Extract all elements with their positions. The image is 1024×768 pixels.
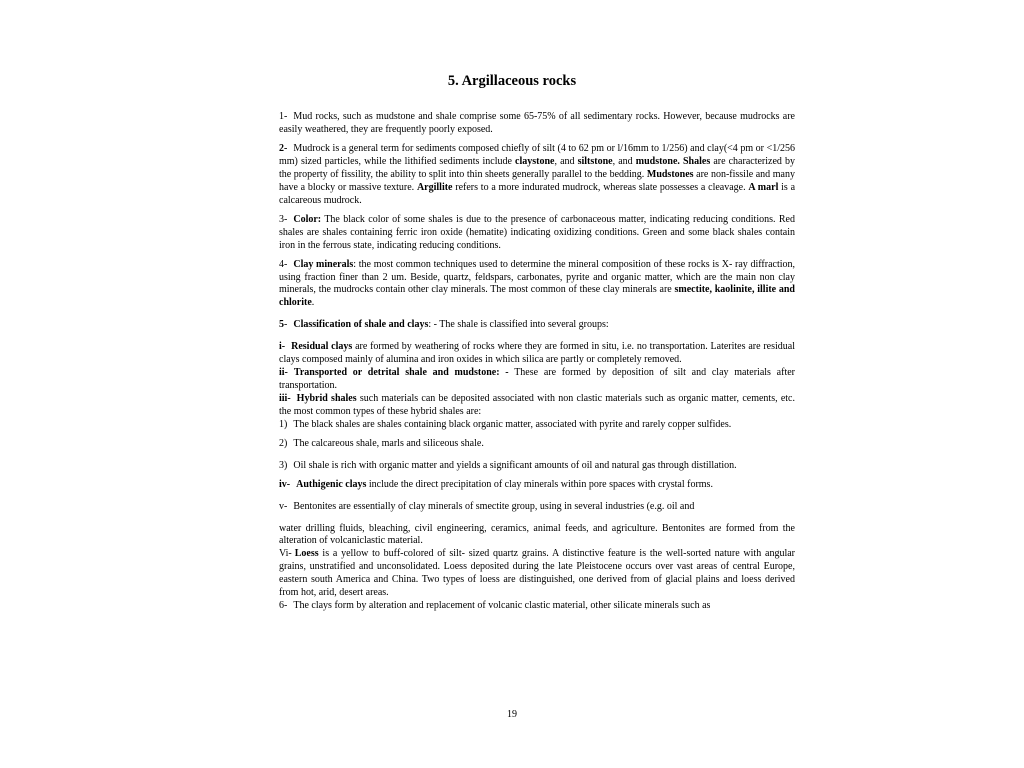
item-iv-heading: Authigenic clays [296,478,367,490]
item-v-continued [279,523,795,549]
paragraph-2-text-2: , and [554,155,578,167]
list-item-3-text: Oil shale is rich with organic matter and yields a significant amounts of oil and natural gas through distillation. [293,459,737,471]
item-i [279,341,795,367]
list-item-1-number: 1) [279,418,288,430]
item-iv-number: iv- [279,478,291,490]
paragraph-5-heading: Classification of shale and clays [293,319,429,331]
paragraph-2-text-3: , and [612,155,636,167]
term-mudstone-shales: mudstone. Shales [635,155,711,167]
item-v-continued-text: water drilling fluids, bleaching, civil engineering, ceramics, animal feeds, and agriculture. Bentonites are formed from the alteration of volcaniclastic material. [279,522,795,547]
paragraph-2-text-5: are non-fissile and many have a blocky or massive texture. [279,168,795,193]
list-item-3-number: 3) [279,459,288,471]
paragraph-3 [279,214,795,253]
item-iii-text: such materials can be deposited associated with non clastic materials such as organic matter, cements, etc. the most common types of these hybrid shales are: [279,392,795,417]
paragraph-6-number: 6- [279,599,288,611]
paragraph-4-end: . [311,297,315,309]
list-item-2-text: The calcareous shale, marls and siliceous shale. [293,437,484,449]
paragraph-5-number: 5 [279,319,284,331]
document-body [279,111,795,613]
paragraph-2-text-6: refers to a more indurated mudrock, whereas slate possesses a cleavage. [452,181,749,193]
item-vi-number: Vi- [279,548,292,560]
paragraph-3-number: 3- [279,213,288,225]
paragraph-5 [279,319,795,332]
paragraph-2 [279,143,795,208]
term-argillite: Argillite [416,181,453,193]
paragraph-6 [279,600,795,613]
item-i-text: are formed by weathering of rocks where they are formed in situ, i.e. no transportation. Laterites are residual clays composed mainly of alumina and iron oxides in which silica are partly or completely removed. [279,341,795,366]
page-number: 19 [507,709,517,720]
paragraph-5-text: : - The shale is classified into several groups: [428,319,609,331]
item-vi [279,548,795,600]
item-vi-heading: Loess [294,548,319,560]
term-siltstone: siltstone [577,155,613,167]
paragraph-3-text: The black color of some shales is due to the presence of carbonaceous matter, indicating reducing conditions. Red shales are shales containing ferric iron oxide (hematite) indicating oxidizing conditions. Green and some black shales contain iron in the ferrous state, indicating reducing conditions. [279,213,795,251]
list-item-1 [279,419,795,432]
paragraph-1 [279,111,795,137]
item-iii-heading: Hybrid shales [296,392,357,404]
paragraph-1-number: 1- [279,111,288,122]
list-item-1-text: The black shales are shales containing black organic matter, associated with pyrite and rarely copper sulfides. [293,418,732,430]
term-marl: A marl [748,181,779,193]
paragraph-4-number: 4- [279,258,288,270]
item-v-number: v- [279,500,288,512]
item-iii-number: iii- [279,392,291,404]
list-item-2 [279,438,795,451]
paragraph-4-bold-minerals: smectite, kaolinite, illite and chlorite [279,284,795,309]
item-ii-heading: Transported or detrital shale and mudstone: - [293,366,509,378]
paragraph-6-text: The clays form by alteration and replacement of volcanic clastic material, other silicate minerals such as [293,599,711,611]
item-iv-text: include the direct precipitation of clay minerals within pore spaces with crystal forms. [366,478,713,490]
paragraph-4-text: : the most common techniques used to determine the mineral composition of these rocks is X- ray diffraction, using fraction finer than 2 um. Beside, quartz, feldspars, carbonates, pyrite and organic matter, which are the main non clay minerals, the mudrocks contain other clay minerals. The most common of these clay minerals are [279,258,795,296]
paragraph-3-heading: Color: [293,213,322,225]
paragraph-4 [279,259,795,311]
item-v-text: Bentonites are essentially of clay minerals of smectite group, using in several industries (e.g. oil and [293,500,695,512]
paragraph-2-text-7: is a calcareous mudrock. [279,181,796,206]
term-mudstones: Mudstones [646,168,694,180]
paragraph-4-heading: Clay minerals [293,258,354,270]
item-vi-text: is a yellow to buff-colored of silt- sized quartz grains. A distinctive feature is the well-sorted nature with angular grains, unstratified and unconsolidated. Loess deposited during the late Pleistocene occurs over vast areas of central Europe, eastern south America and China. Two types of loess are distinguished, one derived from of glacial plains and loess derived from hot, arid, desert areas. [279,548,795,599]
paragraph-2-text-1: Mudrock is a general term for sediments composed chiefly of silt (4 to 62 pm or l/16mm to 1/256) and clay(<4 pm or <1/256 mm) sized particles, while the lithified sediments include [279,143,795,167]
paragraph-2-number: 2- [279,143,288,154]
item-iv [279,479,795,492]
list-item-3 [279,460,795,473]
page-title: 5. Argillaceous rocks [447,73,577,89]
term-claystone: claystone [515,155,555,167]
item-i-number: i- [279,341,286,353]
item-iii [279,393,795,419]
paragraph-5-dash: - [284,319,288,331]
item-ii [279,367,795,393]
item-i-heading: Residual clays [291,341,353,353]
item-v [279,501,795,514]
paragraph-2-text-4: are characterized by the property of fissility, the ability to split into thin sheets generally parallel to the bedding. [279,155,795,180]
list-item-2-number: 2) [279,437,288,449]
item-ii-text: These are formed by deposition of silt and clay materials after transportation. [279,366,795,391]
item-ii-number: ii- [279,366,288,378]
paragraph-1-text: Mud rocks, such as mudstone and shale comprise some 65-75% of all sedimentary rocks. However, because mudrocks are easily weathered, they are frequently poorly exposed. [279,111,795,135]
